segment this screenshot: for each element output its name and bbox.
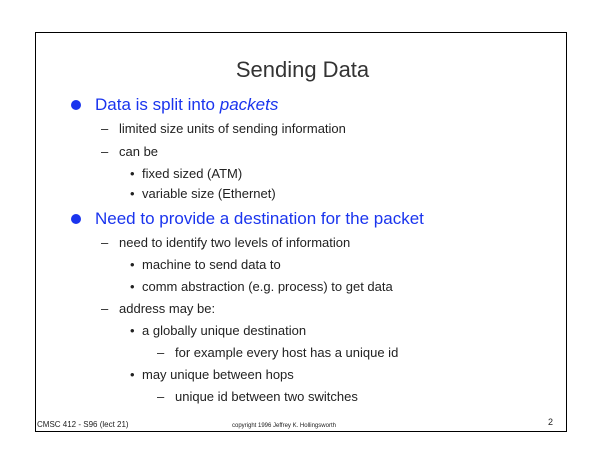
subsubitem-variable-size bbox=[130, 186, 276, 201]
subitem-text: address may be: bbox=[119, 301, 216, 316]
subsubitem-fixed-sized bbox=[130, 166, 242, 181]
subitem-address bbox=[101, 301, 215, 316]
subsubitem-text: machine to send data to bbox=[142, 257, 281, 272]
subsubitem-text: a globally unique destination bbox=[142, 323, 307, 338]
subsubitem-comm-abstraction bbox=[130, 279, 393, 294]
subsubitem-global-destination bbox=[130, 323, 306, 338]
small-bullet: • bbox=[130, 257, 135, 272]
small-bullet: • bbox=[130, 323, 135, 338]
subitem-text: limited size units of sending information bbox=[119, 121, 346, 136]
bullet-dot bbox=[71, 100, 81, 110]
bullet-dot bbox=[71, 214, 81, 224]
dash-marker: – bbox=[101, 301, 109, 316]
subitem-can-be bbox=[101, 144, 158, 159]
bullet-emphasis: packets bbox=[219, 95, 279, 114]
dash-marker: – bbox=[101, 144, 109, 159]
subsubsubitem-switch-id bbox=[157, 389, 358, 404]
dash-marker: – bbox=[157, 345, 165, 360]
small-bullet: • bbox=[130, 166, 135, 181]
small-bullet: • bbox=[130, 367, 135, 382]
subsubsubitem-host-id bbox=[157, 345, 398, 360]
subsubitem-text: may unique between hops bbox=[142, 367, 294, 382]
page-number: 2 bbox=[548, 417, 554, 427]
subitem-text: need to identify two levels of information bbox=[119, 235, 351, 250]
subsubitem-text: fixed sized (ATM) bbox=[142, 166, 243, 181]
small-bullet: • bbox=[130, 186, 135, 201]
subitem-identify-levels bbox=[101, 235, 350, 250]
bullet-text-prefix: Data is split into bbox=[95, 95, 220, 114]
slide-title: Sending Data bbox=[235, 57, 370, 82]
small-bullet: • bbox=[130, 279, 135, 294]
bullet-packets bbox=[95, 95, 278, 115]
slide-frame bbox=[35, 32, 567, 432]
bullet-destination: Need to provide a destination for the packet bbox=[95, 209, 424, 228]
subsubsubitem-text: for example every host has a unique id bbox=[175, 345, 399, 360]
subsubitem-text: variable size (Ethernet) bbox=[142, 186, 276, 201]
subsubitem-text: comm abstraction (e.g. process) to get data bbox=[142, 279, 393, 294]
dash-marker: – bbox=[157, 389, 165, 404]
subitem-limited-size bbox=[101, 121, 346, 136]
dash-marker: – bbox=[101, 235, 109, 250]
footer-course-label: CMSC 412 - S96 (lect 21) bbox=[37, 420, 129, 429]
dash-marker: – bbox=[101, 121, 109, 136]
subsubsubitem-text: unique id between two switches bbox=[175, 389, 358, 404]
footer-copyright: copyright 1996 Jeffrey K. Hollingsworth bbox=[232, 423, 336, 429]
subsubitem-unique-hops bbox=[130, 367, 294, 382]
subitem-text: can be bbox=[119, 144, 159, 159]
subsubitem-machine bbox=[130, 257, 281, 272]
